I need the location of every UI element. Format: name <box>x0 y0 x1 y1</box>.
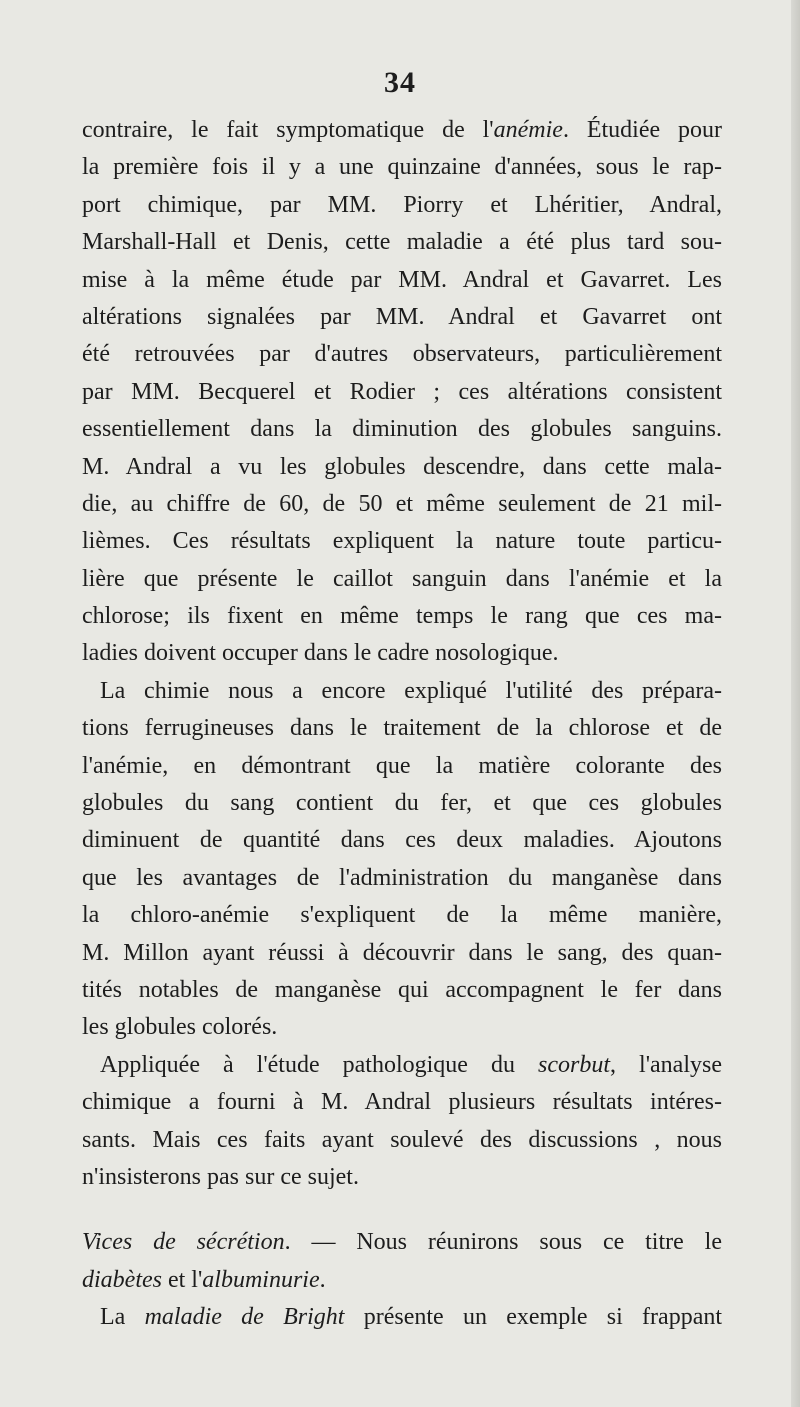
text-line: l'anémie, en démontrant que la matière colorante des <box>82 752 722 779</box>
text-line: que les avantages de l'administration du manganèse dans <box>82 864 722 891</box>
text-line: contraire, le fait symptomatique de l'anémie. Étudiée pour <box>82 117 722 143</box>
text-line: M. Millon ayant réussi à découvrir dans le sang, des quan- <box>82 939 722 966</box>
text-line: La chimie nous a encore expliqué l'utilité des prépara- <box>100 677 722 704</box>
text-line: essentiellement dans la diminution des globules sanguins. <box>82 416 722 443</box>
text-line: altérations signalées par MM. Andral et Gavarret ont <box>82 303 722 330</box>
text-line: die, au chiffre de 60, de 50 et même seulement de 21 mil- <box>82 490 722 517</box>
text-line: mise à la même étude par MM. Andral et Gavarret. Les <box>82 266 722 293</box>
text-line: la première fois il y a une quinzaine d'années, sous le rap- <box>82 154 722 181</box>
text-line: sants. Mais ces faits ayant soulevé des discussions , nous <box>82 1126 722 1153</box>
text-line: diminuent de quantité dans ces deux maladies. Ajoutons <box>82 827 722 854</box>
page-number: 34 <box>384 66 416 99</box>
text-line: été retrouvées par d'autres observateurs, particulièrement <box>82 341 722 368</box>
text-line: port chimique, par MM. Piorry et Lhéritier, Andral, <box>82 191 722 218</box>
text-line: M. Andral a vu les globules descendre, dans cette mala- <box>82 453 722 480</box>
text-line: La maladie de Bright présente un exemple si frappant <box>100 1304 723 1331</box>
text-line: chimique a fourni à M. Andral plusieurs résultats intéres- <box>82 1089 722 1116</box>
text-line: lière que présente le caillot sanguin dans l'anémie et la <box>82 565 722 592</box>
text-line: diabètes et l'albuminurie. <box>82 1266 326 1293</box>
page-edge-shadow <box>791 0 800 1407</box>
text-line: lièmes. Ces résultats expliquent la nature toute particu- <box>82 528 722 555</box>
text-line: chlorose; ils fixent en même temps le rang que ces ma- <box>82 603 722 630</box>
body-text <box>82 112 722 1337</box>
text-line: ladies doivent occuper dans le cadre nosologique. <box>82 640 559 667</box>
text-line: tités notables de manganèse qui accompagnent le fer dans <box>82 976 722 1003</box>
text-line: tions ferrugineuses dans le traitement de la chlorose et de <box>82 715 722 742</box>
text-line: globules du sang contient du fer, et que ces globules <box>82 790 722 817</box>
text-line: n'insisterons pas sur ce sujet. <box>82 1163 359 1190</box>
text-line: les globules colorés. <box>82 1014 278 1041</box>
text-line: Marshall-Hall et Denis, cette maladie a été plus tard sou- <box>82 229 722 256</box>
text-line: la chloro-anémie s'expliquent de la même manière, <box>82 902 722 929</box>
text-line: par MM. Becquerel et Rodier ; ces altérations consistent <box>82 378 722 405</box>
section-heading-line: Vices de sécrétion. — Nous réunirons sous ce titre le <box>82 1229 722 1256</box>
text-line: Appliquée à l'étude pathologique du scorbut, l'analyse <box>100 1051 722 1078</box>
